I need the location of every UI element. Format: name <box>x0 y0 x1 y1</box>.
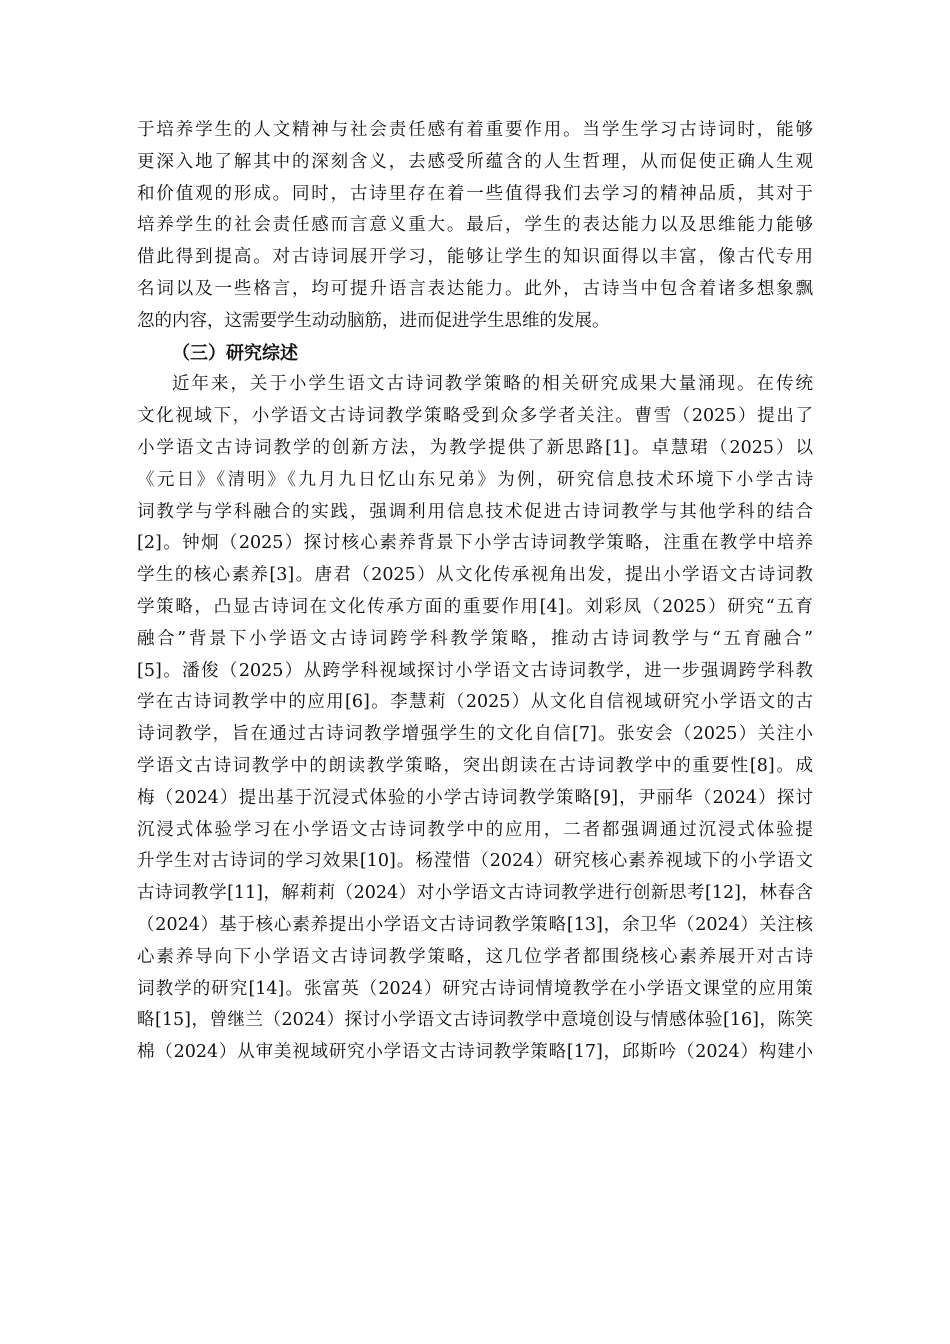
text-line: 培养学生的社会责任感而言意义重大。最后，学生的表达能力以及思维能力能够 <box>137 215 813 236</box>
text-line: 学生的核心素养[3]。唐君（2025）从文化传承视角出发，提出小学语文古诗词教 <box>137 565 813 586</box>
text-line: 略[15]，曾继兰（2024）探讨小学语文古诗词教学中意境创设与情感体验[16]，陈笑 <box>137 1010 813 1031</box>
text-line: 融合”背景下小学语文古诗词跨学科教学策略，推动古诗词教学与“五育融合” <box>137 628 813 649</box>
text-line: 古诗词教学[11]，解莉莉（2024）对小学语文古诗词教学进行创新思考[12]，林春含 <box>137 883 813 904</box>
text-line: 沉浸式体验学习在小学语文古诗词教学中的应用，二者都强调通过沉浸式体验提 <box>137 819 813 840</box>
paragraph-literature-review <box>137 369 813 1069</box>
text-line: 近年来，关于小学生语文古诗词教学策略的相关研究成果大量涌现。在传统 <box>172 374 813 395</box>
text-line: 梅（2024）提出基于沉浸式体验的小学古诗词教学策略[9]，尹丽华（2024）探讨 <box>137 787 813 808</box>
text-line: 忽的内容，这需要学生动动脑筋，进而促进学生思维的发展。 <box>137 310 610 331</box>
text-line: 《元日》《清明》《九月九日忆山东兄弟》为例，研究信息技术环境下小学古诗 <box>137 469 813 490</box>
text-line: 升学生对古诗词的学习效果[10]。杨滢惜（2024）研究核心素养视域下的小学语文 <box>137 851 813 872</box>
text-line: 棉（2024）从审美视域研究小学语文古诗词教学策略[17]，邱斯吟（2024）构建小 <box>137 1042 813 1063</box>
text-line: （2024）基于核心素养提出小学语文古诗词教学策略[13]，余卫华（2024）关注核 <box>137 914 813 935</box>
text-line: 学在古诗词教学中的应用[6]。李慧莉（2025）从文化自信视域研究小学语文的古 <box>137 692 813 713</box>
text-line: 学策略，凸显古诗词在文化传承方面的重要作用[4]。刘彩凤（2025）研究“五育 <box>137 596 813 617</box>
text-line: [5]。潘俊（2025）从跨学科视域探讨小学语文古诗词教学，进一步强调跨学科教 <box>137 660 813 681</box>
text-line: 名词以及一些格言，均可提升语言表达能力。此外，古诗当中包含着诸多想象飘 <box>137 278 813 299</box>
text-line: 学语文古诗词教学中的朗读教学策略，突出朗读在古诗词教学中的重要性[8]。成 <box>137 755 813 776</box>
text-line: 词教学与学科融合的实践，强调利用信息技术促进古诗词教学与其他学科的结合 <box>137 501 813 522</box>
text-line: 借此得到提高。对古诗词展开学习，能够让学生的知识面得以丰富，像古代专用 <box>137 247 813 268</box>
text-line: 词教学的研究[14]。张富英（2024）研究古诗词情境教学在小学语文课堂的应用策 <box>137 978 813 999</box>
page-body <box>137 115 813 1069</box>
text-line: 和价值观的形成。同时，古诗里存在着一些值得我们去学习的精神品质，其对于 <box>137 183 813 204</box>
text-line: 文化视域下，小学语文古诗词教学策略受到众多学者关注。曹雪（2025）提出了 <box>137 406 813 427</box>
text-line: 于培养学生的人文精神与社会责任感有着重要作用。当学生学习古诗词时，能够 <box>137 120 813 140</box>
text-line: 小学语文古诗词教学的创新方法，为教学提供了新思路[1]。卓慧珺（2025）以 <box>137 437 813 458</box>
text-line: 更深入地了解其中的深刻含义，去感受所蕴含的人生哲理，从而促使正确人生观 <box>137 151 813 172</box>
section-heading: （三）研究综述 <box>172 342 298 364</box>
paragraph-humanistic-value <box>137 115 813 338</box>
text-line: [2]。钟炯（2025）探讨核心素养背景下小学古诗词教学策略，注重在教学中培养 <box>137 533 813 554</box>
text-line: 心素养导向下小学语文古诗词教学策略，这几位学者都围绕核心素养展开对古诗 <box>137 946 813 967</box>
text-line: 诗词教学，旨在通过古诗词教学增强学生的文化自信[7]。张安会（2025）关注小 <box>137 724 813 745</box>
